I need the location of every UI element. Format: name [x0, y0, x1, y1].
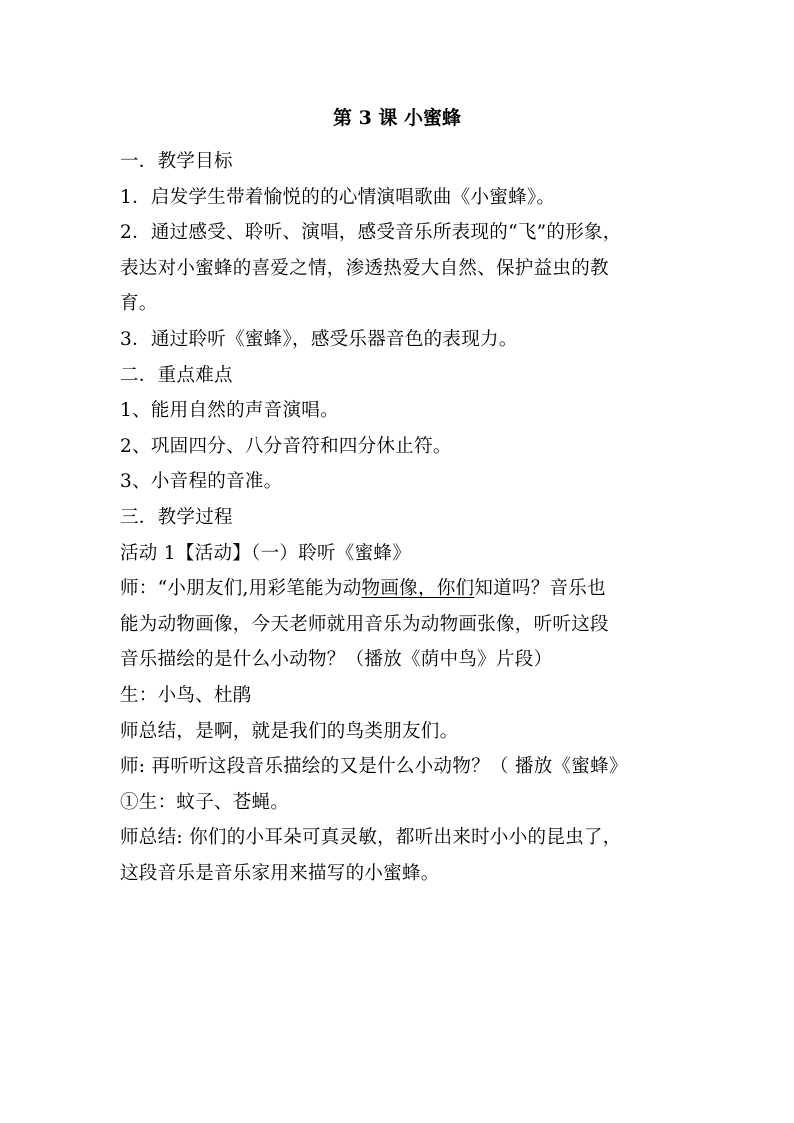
key-point-line: 3、小音程的音准。 [120, 471, 283, 493]
key-point-line: 2、巩固四分、八分音符和四分休止符。 [120, 435, 452, 457]
process-line: 能为动物画像，今天老师就用音乐为动物画张像，听听这段 [120, 613, 609, 635]
section-heading-key-points: 二．重点难点 [120, 364, 233, 386]
process-line: 音乐描绘的是什么小动物？（播放《荫中鸟》片段） [120, 649, 553, 671]
objective-line: 3．通过聆听《蜜蜂》，感受乐器音色的表现力。 [120, 328, 518, 350]
section-heading-process: 三．教学过程 [120, 506, 233, 528]
teacher-line [120, 571, 680, 607]
student-line: ①生：蚊子、苍蝇。 [120, 791, 290, 813]
teacher-line-start: 师：“小朋友们,用彩笔能为动 [120, 578, 362, 600]
objective-line: 1．启发学生带着愉悦的的心情演唱歌曲《小蜜蜂》。 [120, 186, 556, 208]
underlined-text: 物画像，你们 [361, 578, 475, 600]
teacher-summary-line: 师总结，是啊，就是我们的鸟类朋友们。 [120, 720, 459, 742]
objective-line: 育。 [120, 293, 158, 315]
key-point-line: 1、能用自然的声音演唱。 [120, 400, 339, 422]
teacher-line-end: 知道吗？音乐也 [474, 578, 606, 600]
document-body [120, 144, 680, 891]
activity-heading: 活动 1【活动】（一）聆听《蜜蜂》 [120, 542, 412, 564]
teacher-summary-line: 师总结: 你们的小耳朵可真灵敏，都听出来时小小的昆虫了， [120, 827, 622, 849]
student-line: 生：小鸟、杜鹃 [120, 684, 252, 706]
teacher-summary-line: 这段音乐是音乐家用来描写的小蜜蜂。 [120, 862, 440, 884]
lesson-title: 第 3 课 小蜜蜂 [332, 107, 462, 129]
objective-line: 2．通过感受、聆听、演唱，感受音乐所表现的“飞”的形象， [120, 222, 622, 244]
section-heading-objectives: 一．教学目标 [120, 151, 233, 172]
teacher-line: 师: 再听听这段音乐描绘的又是什么小动物？（ 播放《蜜蜂》 [120, 756, 628, 778]
objective-line: 表达对小蜜蜂的喜爱之情，渗透热爱大自然、保护益虫的教 [120, 257, 609, 279]
